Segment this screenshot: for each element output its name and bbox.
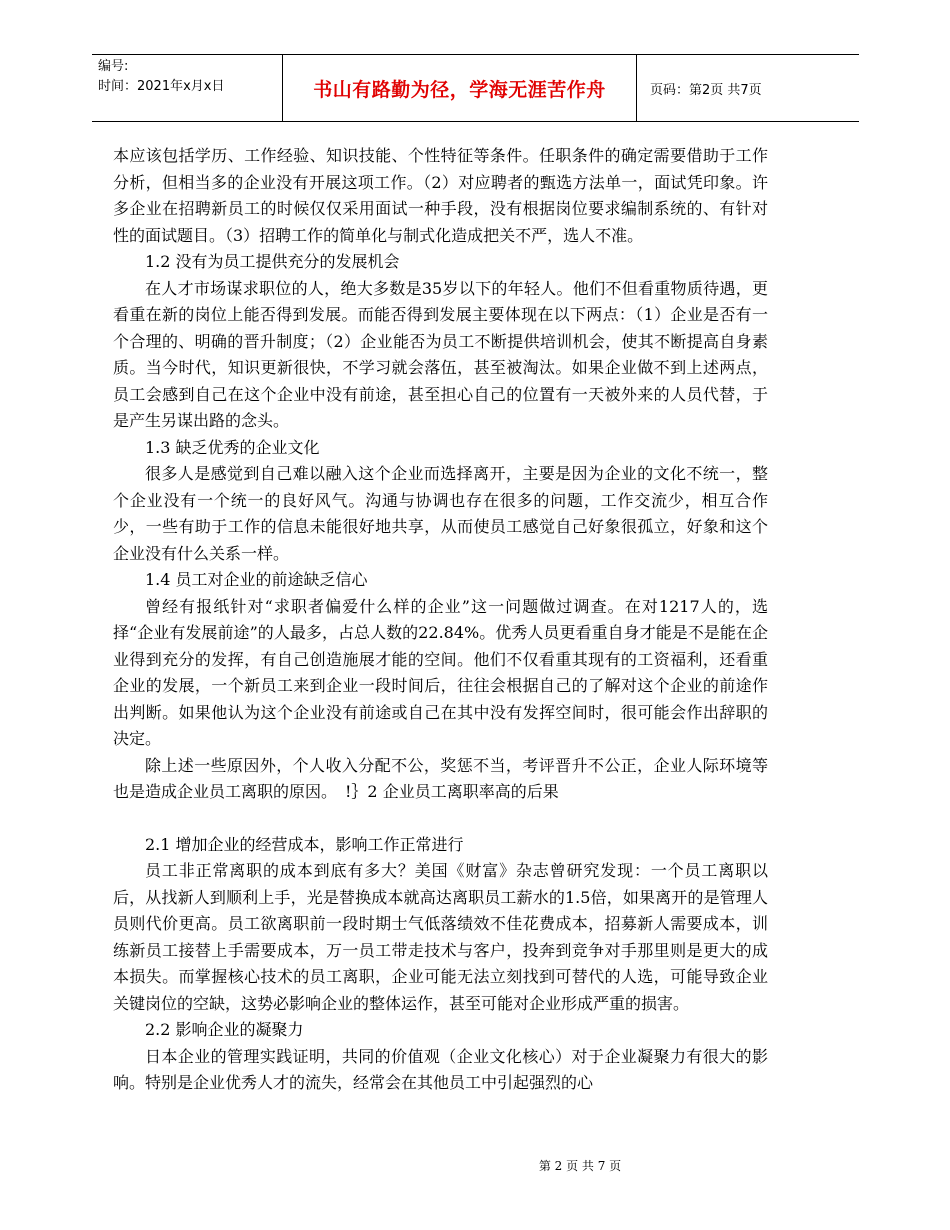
spacer — [113, 806, 768, 832]
document-body — [113, 143, 768, 1097]
header-motto: 书山有路勤为径，学海无涯苦作舟 — [282, 55, 637, 121]
page-header — [92, 54, 859, 122]
page-footer: 第 2 页 共 7 页 — [538, 1159, 622, 1173]
section-heading-2-2: 2.2 影响企业的凝聚力 — [145, 1020, 304, 1039]
paragraph: 很多人是感觉到自己难以融入这个企业而选择离开，主要是因为企业的文化不统一，整个企业没有一个统一的良好风气。沟通与协调也存在很多的问题，工作交流少，相互合作少，一些有助于工作的信息未能很好地共享，从而使员工感觉自己好象很孤立，好象和这个企业没有什么关系一样。 — [113, 464, 768, 563]
time-label: 时间：2021年x月x日 — [98, 79, 225, 94]
paragraph: 本应该包括学历、工作经验、知识技能、个性特征等条件。任职条件的确定需要借助于工作分析，但相当多的企业没有开展这项工作。（2）对应聘者的甄选方法单一，面试凭印象。许多企业在招聘新员工的时候仅仅采用面试一种手段，没有根据岗位要求编制系统的、有针对性的面试题目。（3）招聘工作的简单化与制式化造成把关不严，选人不准。 — [113, 146, 768, 245]
section-heading-1-3: 1.3 缺乏优秀的企业文化 — [145, 437, 320, 457]
section-heading-2-1: 2.1 增加企业的经营成本，影响工作正常进行 — [145, 834, 464, 854]
paragraph: 曾经有报纸针对“求职者偏爱什么样的企业”这一问题做过调查。在对1217人的，选择“企业有发展前途”的人最多，占总人数的22.84%。优秀人员更看重自身才能是不是能在企业得到充分的发挥，有自己创造施展才能的空间。他们不仅看重其现有的工资福利，还看重企业的发展，一个新员工来到企业一段时间后，往往会根据自己的了解对这个企业的前途作出判断。如果他认为这个企业没有前途或自己在其中没有发挥空间时，很可能会作出辞职的决定。 — [113, 596, 768, 748]
section-heading-1-4: 1.4 员工对企业的前途缺乏信心 — [145, 570, 368, 589]
section-heading-1-2: 1.2 没有为员工提供充分的发展机会 — [145, 252, 400, 271]
header-page-info: 页码：第2页 共7页 — [650, 82, 762, 98]
paragraph: 除上述一些原因外，个人收入分配不公，奖惩不当，考评晋升不公正，企业人际环境等也是造成企业员工离职的原因。 !｝2 企业员工离职率高的后果 — [113, 755, 768, 801]
header-meta — [92, 55, 282, 121]
paragraph: 员工非正常离职的成本到底有多大？美国《财富》杂志曾研究发现：一个员工离职以后，从找新人到顺利上手，光是替换成本就高达离职员工薪水的1.5倍，如果离开的是管理人员则代价更高。员工欲离职前一段时期士气低落绩效不佳花费成本，招募新人需要成本，训练新员工接替上手需要成本，万一员工带走技术与客户，投奔到竞争对手那里则是更大的成本损失。而掌握核心技术的员工离职，企业可能无法立刻找到可替代的人选，可能导致企业关键岗位的空缺，这势必影响企业的整体运作，甚至可能对企业形成严重的损害。 — [113, 861, 768, 1013]
paragraph: 日本企业的管理实践证明，共同的价值观（企业文化核心）对于企业凝聚力有很大的影响。特别是企业优秀人才的流失，经常会在其他员工中引起强烈的心 — [113, 1046, 768, 1092]
paragraph: 在人才市场谋求职位的人，绝大多数是35岁以下的年轻人。他们不但看重物质待遇，更看重在新的岗位上能否得到发展。而能否得到发展主要体现在以下两点：（1）企业是否有一个合理的、明确的晋升制度；（2）企业能否为员工不断提供培训机会，使其不断提高自身素质。当今时代，知识更新很快，不学习就会落伍，甚至被淘汰。如果企业做不到上述两点，员工会感到自己在这个企业中没有前途，甚至担心自己的位置有一天被外来的人员代替，于是产生另谋出路的念头。 — [113, 278, 768, 430]
number-label: 编号: — [98, 59, 129, 74]
